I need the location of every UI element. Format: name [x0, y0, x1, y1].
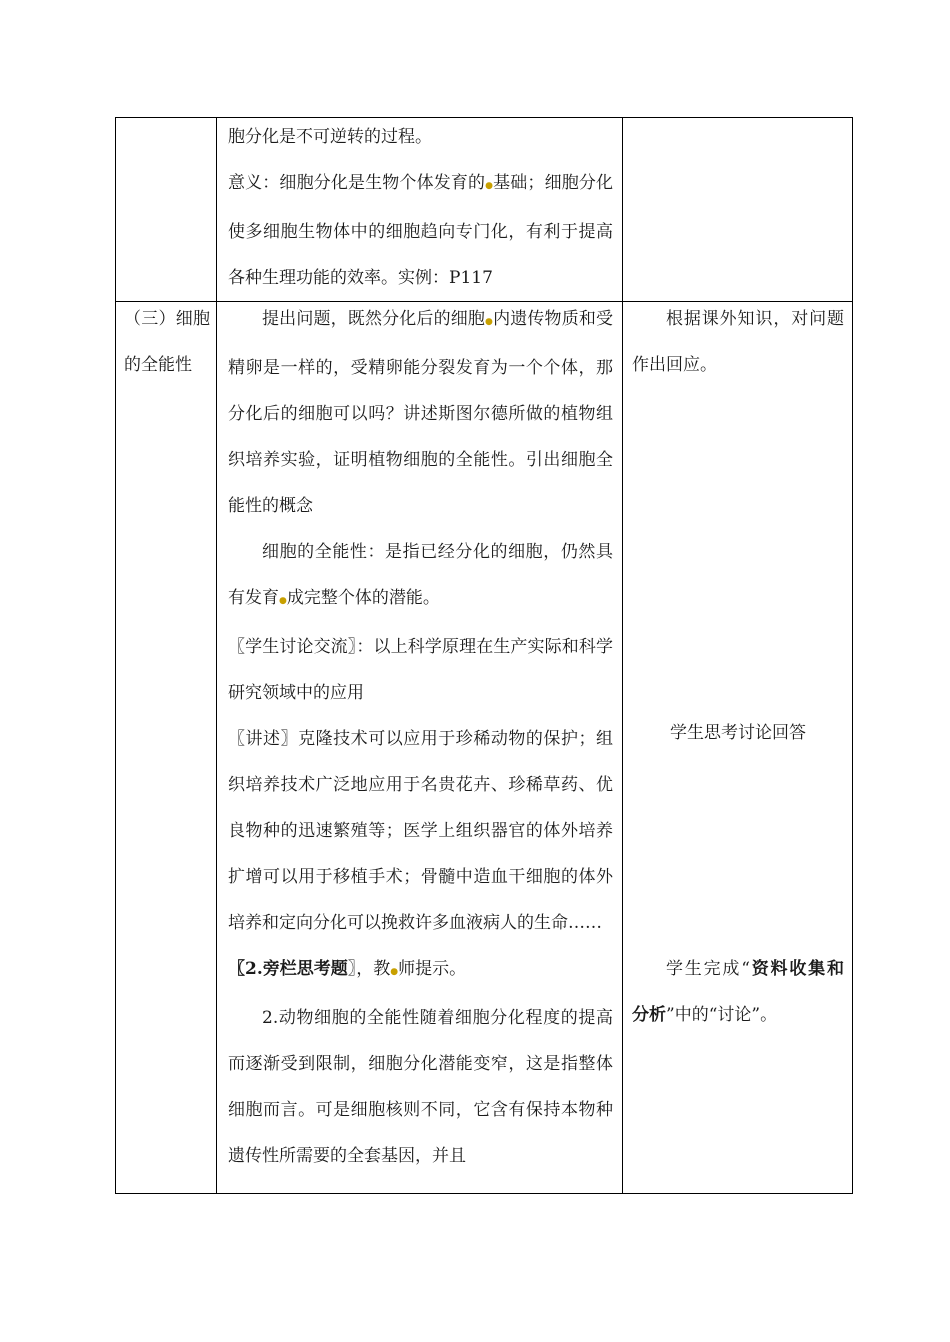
- section-cell: [116, 302, 217, 1194]
- activity-text: 根据课外知识，对问题作出回应。: [632, 309, 844, 375]
- activity-text: 学生完成“资料收集和分析”中的“讨论”。: [632, 959, 844, 1025]
- activity-text: 学生思考讨论回答: [670, 723, 806, 743]
- paragraph: 〖讲述〗克隆技术可以应用于珍稀动物的保护；组织培养技术广泛地应用于名贵花卉、珍稀草药、优良物种的迅速繁殖等；医学上组织器官的体外培养扩增可以用于移植手术；骨髓中造血干细胞的体外培养和定向分化可以挽救许多血液病人的生命……: [228, 729, 613, 933]
- paragraph: 细胞的全能性：是指已经分化的细胞，仍然具有发育●成完整个体的潜能。: [228, 542, 613, 608]
- paragraph: 〖2.旁栏思考题〗，教●师提示。: [228, 959, 467, 979]
- paragraph: 2.动物细胞的全能性随着细胞分化程度的提高而逐渐受到限制，细胞分化潜能变窄，这是指整体细胞而言。可是细胞核则不同，它含有保持本物种遗传性所需要的全套基因，并且: [228, 1008, 613, 1166]
- mark-dot: ●: [485, 317, 494, 327]
- paragraph: 〖学生讨论交流〗：以上科学原理在生产实际和科学研究领域中的应用: [228, 637, 613, 703]
- mark-dot: ●: [390, 967, 399, 977]
- lesson-table: [115, 117, 853, 1194]
- section-cell-empty: [116, 118, 217, 302]
- paragraph: 意义：细胞分化是生物个体发育的●基础；细胞分化使多细胞生物体中的细胞趋向专门化，有利于提高各种生理功能的效率。实例：P117: [228, 173, 613, 288]
- activity-cell-empty: [623, 118, 853, 302]
- content-cell: [217, 302, 623, 1194]
- mark-dot: ●: [279, 596, 287, 606]
- table-row: [116, 118, 853, 302]
- table-row: [116, 302, 853, 1194]
- mark-dot: ●: [485, 181, 494, 191]
- activity-cell: [623, 302, 853, 1194]
- paragraph: 提出问题，既然分化后的细胞●内遗传物质和受精卵是一样的，受精卵能分裂发育为一个个体，那分化后的细胞可以吗？讲述斯图尔德所做的植物组织培养实验，证明植物细胞的全能性。引出细胞全能性的概念: [228, 309, 614, 516]
- paragraph: 胞分化是不可逆转的过程。: [228, 127, 432, 147]
- section-title: （三）细胞的全能性: [124, 309, 210, 375]
- content-cell: [217, 118, 623, 302]
